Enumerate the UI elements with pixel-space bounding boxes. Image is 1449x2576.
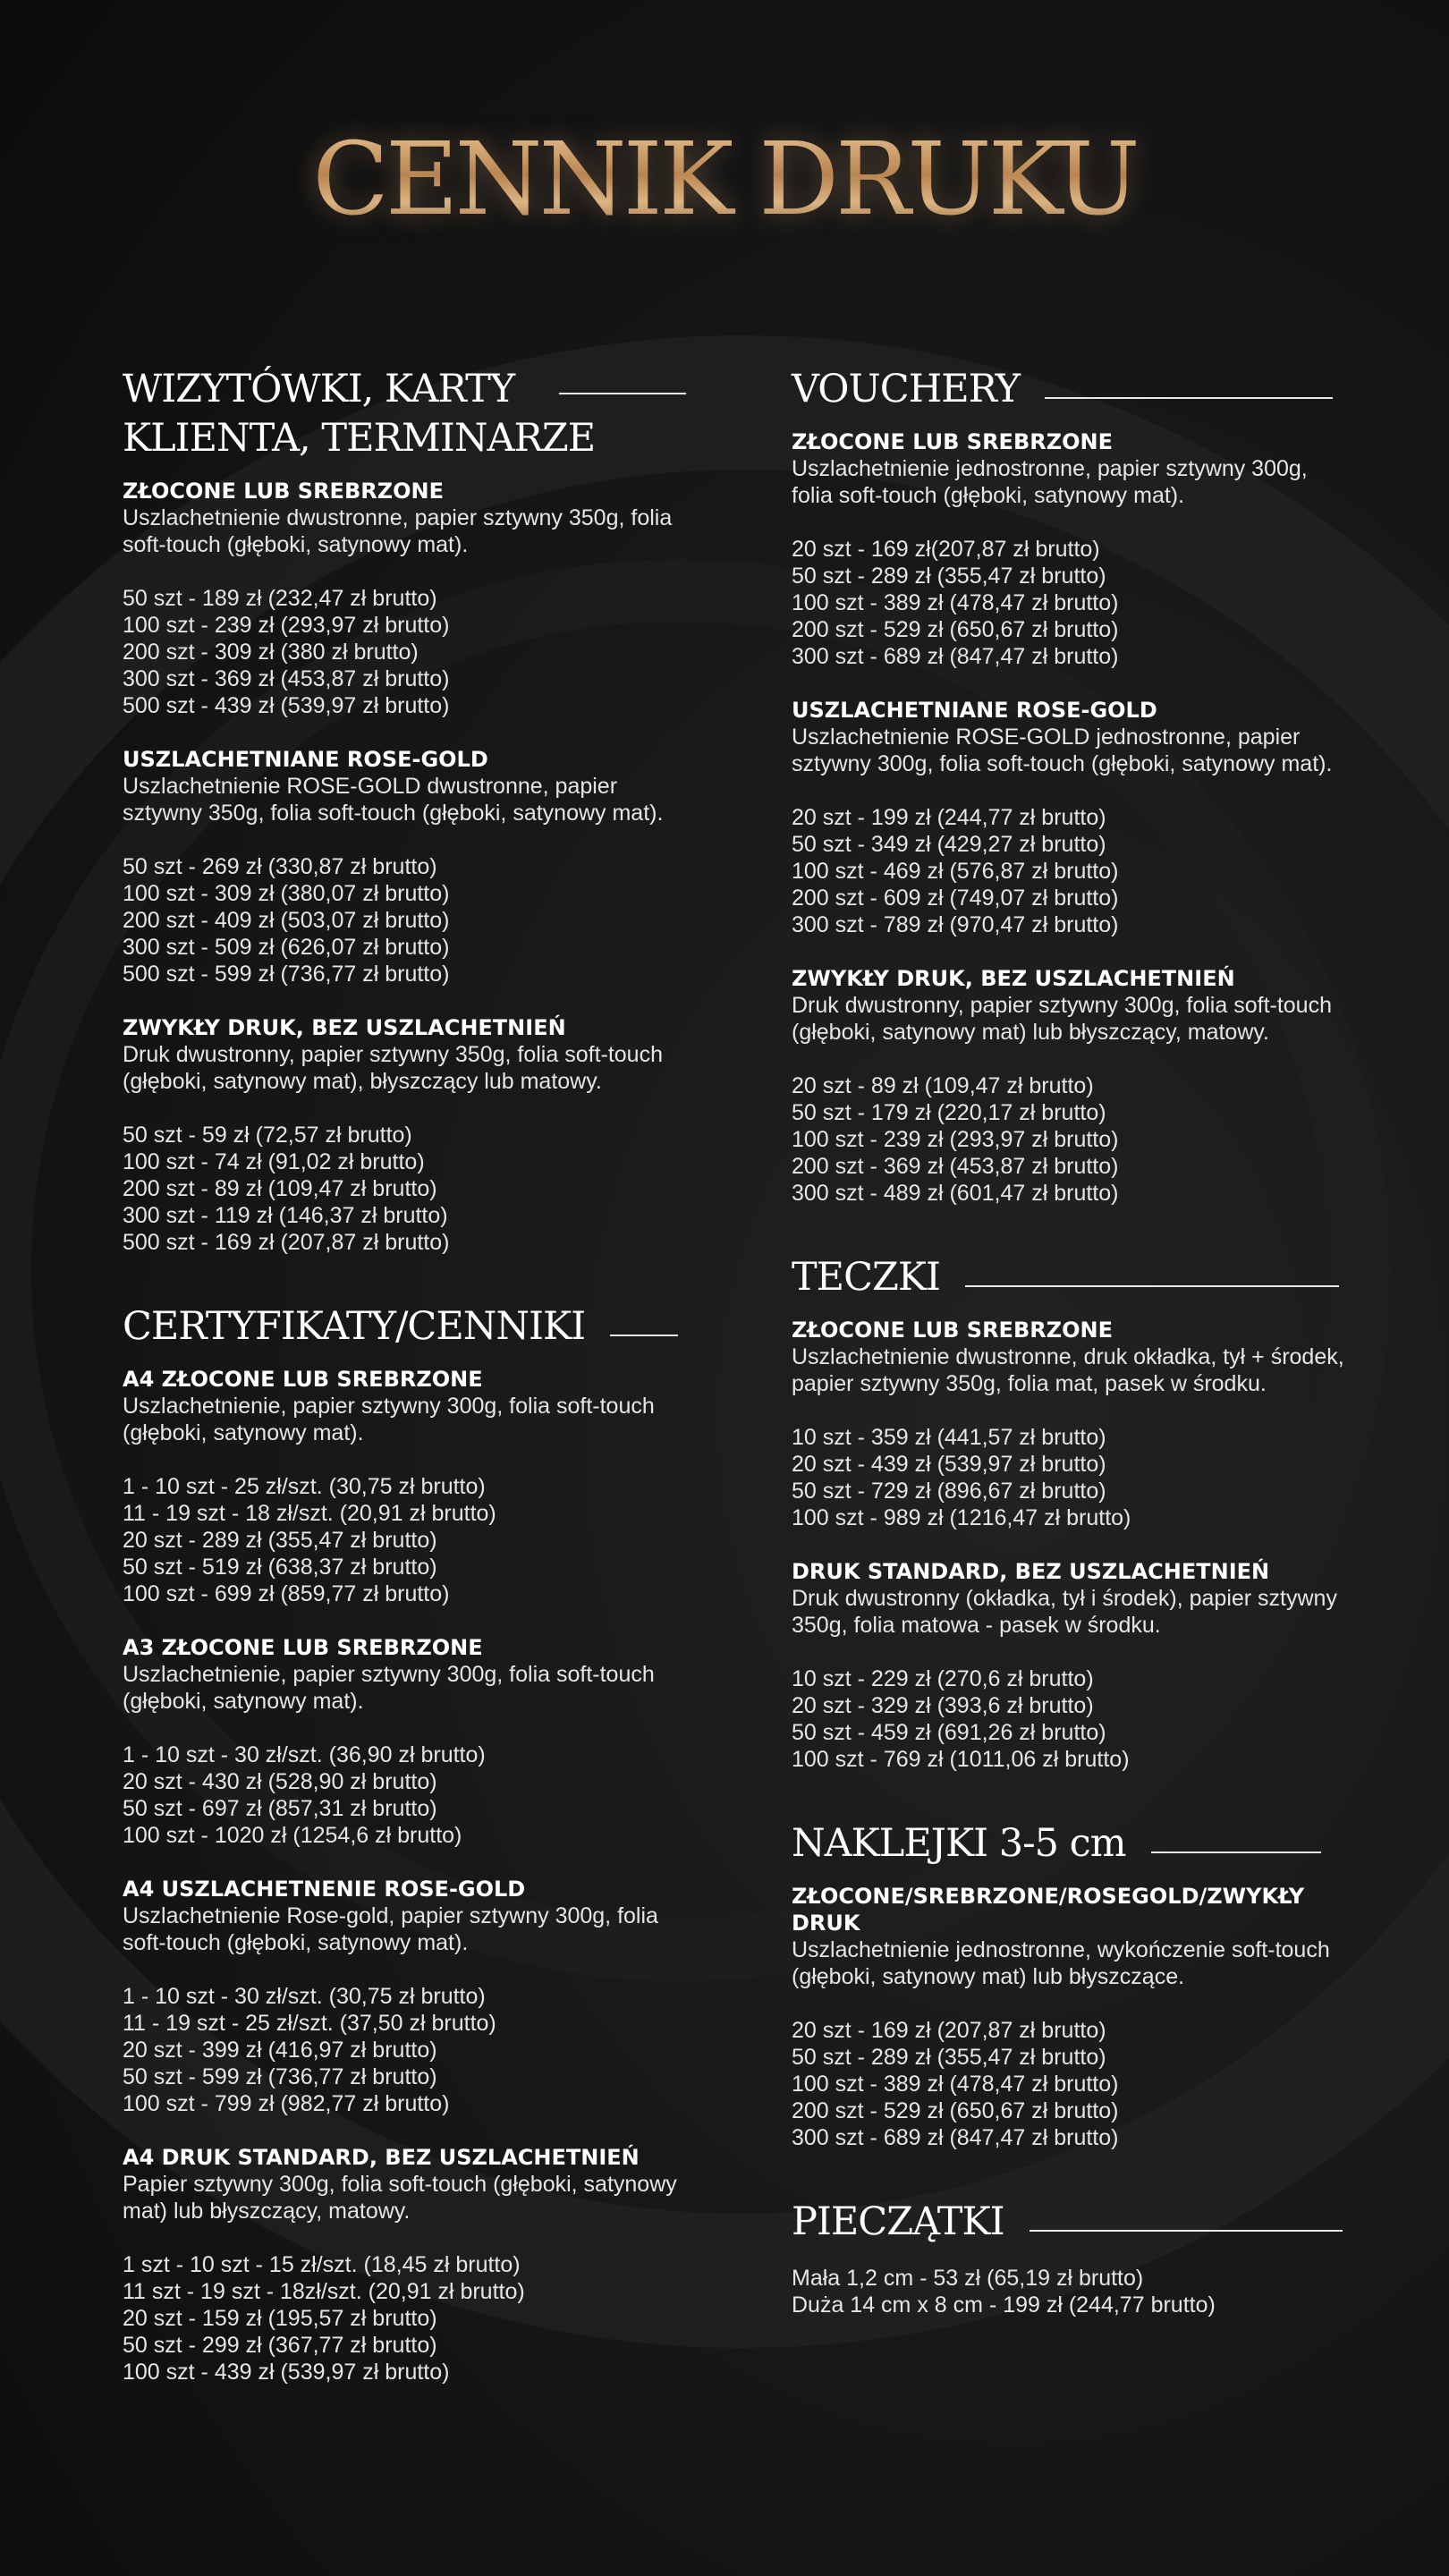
group-title: ZWYKŁY DRUK, BEZ USZLACHETNIEŃ — [792, 966, 1235, 992]
price-group — [123, 746, 695, 987]
group-description: Uszlachetnienie ROSE-GOLD jednostronne, papier sztywny 300g, folia soft-touch (głęboki, satynowy mat). — [792, 724, 1333, 777]
price-list — [123, 1122, 695, 1256]
price-group — [792, 1883, 1346, 2151]
heading-rule — [1030, 2230, 1343, 2232]
group-description: Uszlachetnienie ROSE-GOLD dwustronne, papier sztywny 350g, folia soft-touch (głęboki, satynowy mat). — [123, 774, 664, 826]
price-item: 100 szt - 1020 zł (1254,6 zł brutto) — [123, 1823, 462, 1849]
section-heading — [123, 365, 695, 463]
group-description: Druk dwustronny, papier sztywny 300g, folia soft-touch (głęboki, satynowy mat) lub błyszczący, matowy. — [792, 993, 1332, 1046]
price-item: 50 szt - 59 zł (72,57 zł brutto) — [123, 1123, 412, 1148]
price-item: 200 szt - 89 zł (109,47 zł brutto) — [123, 1176, 437, 1202]
price-item: 20 szt - 159 zł (195,57 zł brutto) — [123, 2306, 437, 2332]
price-list — [123, 1473, 695, 1607]
price-item: 300 szt - 509 zł (626,07 zł brutto) — [123, 935, 450, 961]
page-title: CENNIK DRUKU — [0, 125, 1449, 235]
heading-rule — [965, 1285, 1339, 1287]
price-group — [123, 1634, 695, 1849]
group-description: Druk dwustronny, papier sztywny 350g, folia soft-touch (głęboki, satynowy mat), błyszczący lub matowy. — [123, 1042, 663, 1095]
section-heading — [123, 1302, 695, 1352]
group-description: Uszlachetnienie, papier sztywny 300g, folia soft-touch (głęboki, satynowy mat). — [123, 1662, 655, 1715]
group-title: DRUK STANDARD, BEZ USZLACHETNIEŃ — [792, 1559, 1270, 1585]
section-teczki — [792, 1253, 1346, 1773]
section-heading — [792, 2198, 1346, 2247]
heading-rule — [610, 1335, 678, 1336]
price-list — [792, 536, 1346, 670]
price-item: 500 szt - 599 zł (736,77 zł brutto) — [123, 962, 450, 987]
price-item: 100 szt - 389 zł (478,47 zł brutto) — [792, 2072, 1119, 2097]
section-heading — [792, 1819, 1346, 1868]
section-heading — [792, 365, 1346, 414]
section-title-wizytowki: WIZYTÓWKI, KARTY KLIENTA, TERMINARZE — [123, 367, 596, 462]
price-item: 50 szt - 459 zł (691,26 zł brutto) — [792, 1720, 1106, 1746]
price-group — [123, 1014, 695, 1256]
price-item: 50 szt - 349 zł (429,27 zł brutto) — [792, 832, 1106, 858]
section-title-teczki: TECZKI — [792, 1255, 940, 1301]
section-wizytowki — [123, 365, 695, 1256]
section-title-certyfikaty: CERTYFIKATY/CENNIKI — [123, 1304, 586, 1350]
price-item: 100 szt - 74 zł (91,02 zł brutto) — [123, 1149, 425, 1175]
price-item: 50 szt - 697 zł (857,31 zł brutto) — [123, 1796, 437, 1822]
price-item: 20 szt - 430 zł (528,90 zł brutto) — [123, 1769, 437, 1795]
group-description: Papier sztywny 300g, folia soft-touch (głęboki, satynowy mat) lub błyszczący, matowy. — [123, 2172, 677, 2224]
group-description: Uszlachetnienie, papier sztywny 300g, folia soft-touch (głęboki, satynowy mat). — [123, 1394, 655, 1446]
group-title: ZŁOCONE LUB SREBRZONE — [792, 1318, 1114, 1343]
price-list — [123, 585, 695, 719]
price-item: 11 szt - 19 szt - 18zł/szt. (20,91 zł brutto) — [123, 2279, 525, 2305]
section-naklejki — [792, 1819, 1346, 2151]
price-group — [123, 2144, 695, 2385]
price-list — [792, 2017, 1346, 2151]
heading-rule — [1045, 397, 1333, 399]
price-group — [123, 1366, 695, 1607]
price-list — [792, 1665, 1346, 1773]
price-item: 100 szt - 769 zł (1011,06 zł brutto) — [792, 1747, 1130, 1773]
price-list — [792, 2265, 1346, 2318]
price-item: 200 szt - 369 zł (453,87 zł brutto) — [792, 1154, 1119, 1180]
price-item: 300 szt - 689 zł (847,47 zł brutto) — [792, 2125, 1119, 2151]
price-item: 11 - 19 szt - 18 zł/szt. (20,91 zł brutto) — [123, 1501, 496, 1527]
price-item: 10 szt - 359 zł (441,57 zł brutto) — [792, 1425, 1106, 1451]
heading-rule — [559, 393, 686, 394]
price-item: 300 szt - 789 zł (970,47 zł brutto) — [792, 912, 1119, 938]
price-list — [792, 1424, 1346, 1531]
price-item: 50 szt - 179 zł (220,17 zł brutto) — [792, 1100, 1106, 1126]
left-column — [123, 365, 695, 2432]
price-group — [123, 1876, 695, 2117]
section-title-pieczatki: PIECZĄTKI — [792, 2199, 1004, 2245]
price-list — [123, 1983, 695, 2117]
price-group — [792, 697, 1346, 938]
price-item: 100 szt - 989 zł (1216,47 zł brutto) — [792, 1505, 1131, 1531]
heading-rule — [1151, 1852, 1321, 1853]
price-item: 100 szt - 389 zł (478,47 zł brutto) — [792, 590, 1119, 616]
price-item: 50 szt - 299 zł (367,77 zł brutto) — [123, 2333, 437, 2359]
section-pieczatki — [792, 2198, 1346, 2318]
price-item: 100 szt - 699 zł (859,77 zł brutto) — [123, 1581, 450, 1607]
right-column — [792, 365, 1346, 2365]
price-item: 20 szt - 439 zł (539,97 zł brutto) — [792, 1452, 1106, 1478]
price-item: Duża 14 cm x 8 cm - 199 zł (244,77 brutto) — [792, 2292, 1216, 2318]
price-group — [792, 1558, 1346, 1773]
price-list — [792, 1072, 1346, 1207]
price-list — [792, 804, 1346, 938]
price-list — [123, 853, 695, 987]
price-item: 20 szt - 199 zł (244,77 zł brutto) — [792, 805, 1106, 831]
group-title: A4 ZŁOCONE LUB SREBRZONE — [123, 1367, 483, 1393]
price-item: 20 szt - 89 zł (109,47 zł brutto) — [792, 1073, 1094, 1099]
group-description: Druk dwustronny (okładka, tył i środek), papier sztywny 350g, folia matowa - pasek w środku. — [792, 1586, 1337, 1639]
section-certyfikaty — [123, 1302, 695, 2385]
price-item: 200 szt - 529 zł (650,67 zł brutto) — [792, 2098, 1119, 2124]
price-item: 300 szt - 119 zł (146,37 zł brutto) — [123, 1203, 448, 1229]
price-item: 50 szt - 729 zł (896,67 zł brutto) — [792, 1479, 1106, 1504]
group-description: Uszlachetnienie jednostronne, papier sztywny 300g, folia soft-touch (głęboki, satynowy mat). — [792, 456, 1308, 509]
price-item: 500 szt - 439 zł (539,97 zł brutto) — [123, 693, 450, 719]
price-item: 50 szt - 289 zł (355,47 zł brutto) — [792, 564, 1106, 589]
price-group — [123, 478, 695, 719]
section-heading — [792, 1253, 1346, 1302]
price-item: 1 - 10 szt - 25 zł/szt. (30,75 zł brutto) — [123, 1474, 486, 1500]
price-item: 20 szt - 169 zł(207,87 zł brutto) — [792, 537, 1100, 563]
price-list — [123, 2251, 695, 2385]
price-item: 1 - 10 szt - 30 zł/szt. (36,90 zł brutto) — [123, 1742, 486, 1768]
price-item: 11 - 19 szt - 25 zł/szt. (37,50 zł brutto) — [123, 2011, 496, 2037]
price-item: 1 - 10 szt - 30 zł/szt. (30,75 zł brutto) — [123, 1984, 486, 2010]
price-item: 200 szt - 309 zł (380 zł brutto) — [123, 640, 419, 665]
price-item: Mała 1,2 cm - 53 zł (65,19 zł brutto) — [792, 2266, 1144, 2292]
price-item: 20 szt - 169 zł (207,87 zł brutto) — [792, 2018, 1106, 2044]
price-item: 300 szt - 369 zł (453,87 zł brutto) — [123, 666, 450, 692]
price-item: 1 szt - 10 szt - 15 zł/szt. (18,45 zł brutto) — [123, 2252, 521, 2278]
section-title-naklejki: NAKLEJKI 3-5 cm — [792, 1821, 1126, 1867]
price-item: 200 szt - 529 zł (650,67 zł brutto) — [792, 617, 1119, 643]
price-item: 100 szt - 239 zł (293,97 zł brutto) — [792, 1127, 1119, 1153]
price-item: 200 szt - 609 zł (749,07 zł brutto) — [792, 886, 1119, 911]
group-title: ZŁOCONE/SREBRZONE/ROSEGOLD/ZWYKŁY DRUK — [792, 1884, 1305, 1936]
price-item: 50 szt - 289 zł (355,47 zł brutto) — [792, 2045, 1106, 2071]
price-group — [792, 1317, 1346, 1531]
price-item: 50 szt - 269 zł (330,87 zł brutto) — [123, 854, 437, 880]
price-item: 20 szt - 399 zł (416,97 zł brutto) — [123, 2038, 437, 2063]
group-description: Uszlachetnienie jednostronne, wykończenie soft-touch (głęboki, satynowy mat) lub błyszczące. — [792, 1937, 1330, 1990]
price-item: 10 szt - 229 zł (270,6 zł brutto) — [792, 1666, 1094, 1692]
price-item: 100 szt - 309 zł (380,07 zł brutto) — [123, 881, 450, 907]
price-item: 20 szt - 289 zł (355,47 zł brutto) — [123, 1528, 437, 1554]
price-item: 100 szt - 239 zł (293,97 zł brutto) — [123, 613, 450, 639]
price-item: 50 szt - 189 zł (232,47 zł brutto) — [123, 586, 437, 612]
group-description: Uszlachetnienie dwustronne, papier sztywny 350g, folia soft-touch (głęboki, satynowy mat). — [123, 505, 673, 558]
price-group — [792, 428, 1346, 670]
group-title: ZŁOCONE LUB SREBRZONE — [123, 479, 445, 504]
group-description: Uszlachetnienie Rose-gold, papier sztywny 300g, folia soft-touch (głęboki, satynowy mat). — [123, 1903, 658, 1956]
price-item: 100 szt - 799 zł (982,77 zł brutto) — [123, 2091, 450, 2117]
group-title: USZLACHETNIANE ROSE-GOLD — [792, 698, 1157, 724]
price-item: 200 szt - 409 zł (503,07 zł brutto) — [123, 908, 450, 934]
group-description: Uszlachetnienie dwustronne, druk okładka, tył + środek, papier sztywny 350g, folia mat, pasek w środku. — [792, 1344, 1344, 1397]
price-list — [123, 1741, 695, 1849]
group-title: ZŁOCONE LUB SREBRZONE — [792, 429, 1114, 455]
section-title-vouchery: VOUCHERY — [792, 367, 1021, 411]
price-item: 20 szt - 329 zł (393,6 zł brutto) — [792, 1693, 1094, 1719]
group-title: USZLACHETNIANE ROSE-GOLD — [123, 747, 488, 773]
price-item: 50 szt - 599 zł (736,77 zł brutto) — [123, 2064, 437, 2090]
price-item: 300 szt - 689 zł (847,47 zł brutto) — [792, 644, 1119, 670]
group-title: A4 DRUK STANDARD, BEZ USZLACHETNIEŃ — [123, 2145, 640, 2171]
price-group — [792, 965, 1346, 1207]
price-item: 100 szt - 439 zł (539,97 zł brutto) — [123, 2360, 450, 2385]
section-vouchery — [792, 365, 1346, 1207]
price-item: 100 szt - 469 zł (576,87 zł brutto) — [792, 859, 1119, 885]
group-title: A3 ZŁOCONE LUB SREBRZONE — [123, 1635, 483, 1661]
price-item: 300 szt - 489 zł (601,47 zł brutto) — [792, 1181, 1119, 1207]
price-item: 50 szt - 519 zł (638,37 zł brutto) — [123, 1555, 437, 1580]
group-title: A4 USZLACHETNENIE ROSE-GOLD — [123, 1877, 526, 1902]
group-title: ZWYKŁY DRUK, BEZ USZLACHETNIEŃ — [123, 1015, 566, 1041]
price-item: 500 szt - 169 zł (207,87 zł brutto) — [123, 1230, 450, 1256]
